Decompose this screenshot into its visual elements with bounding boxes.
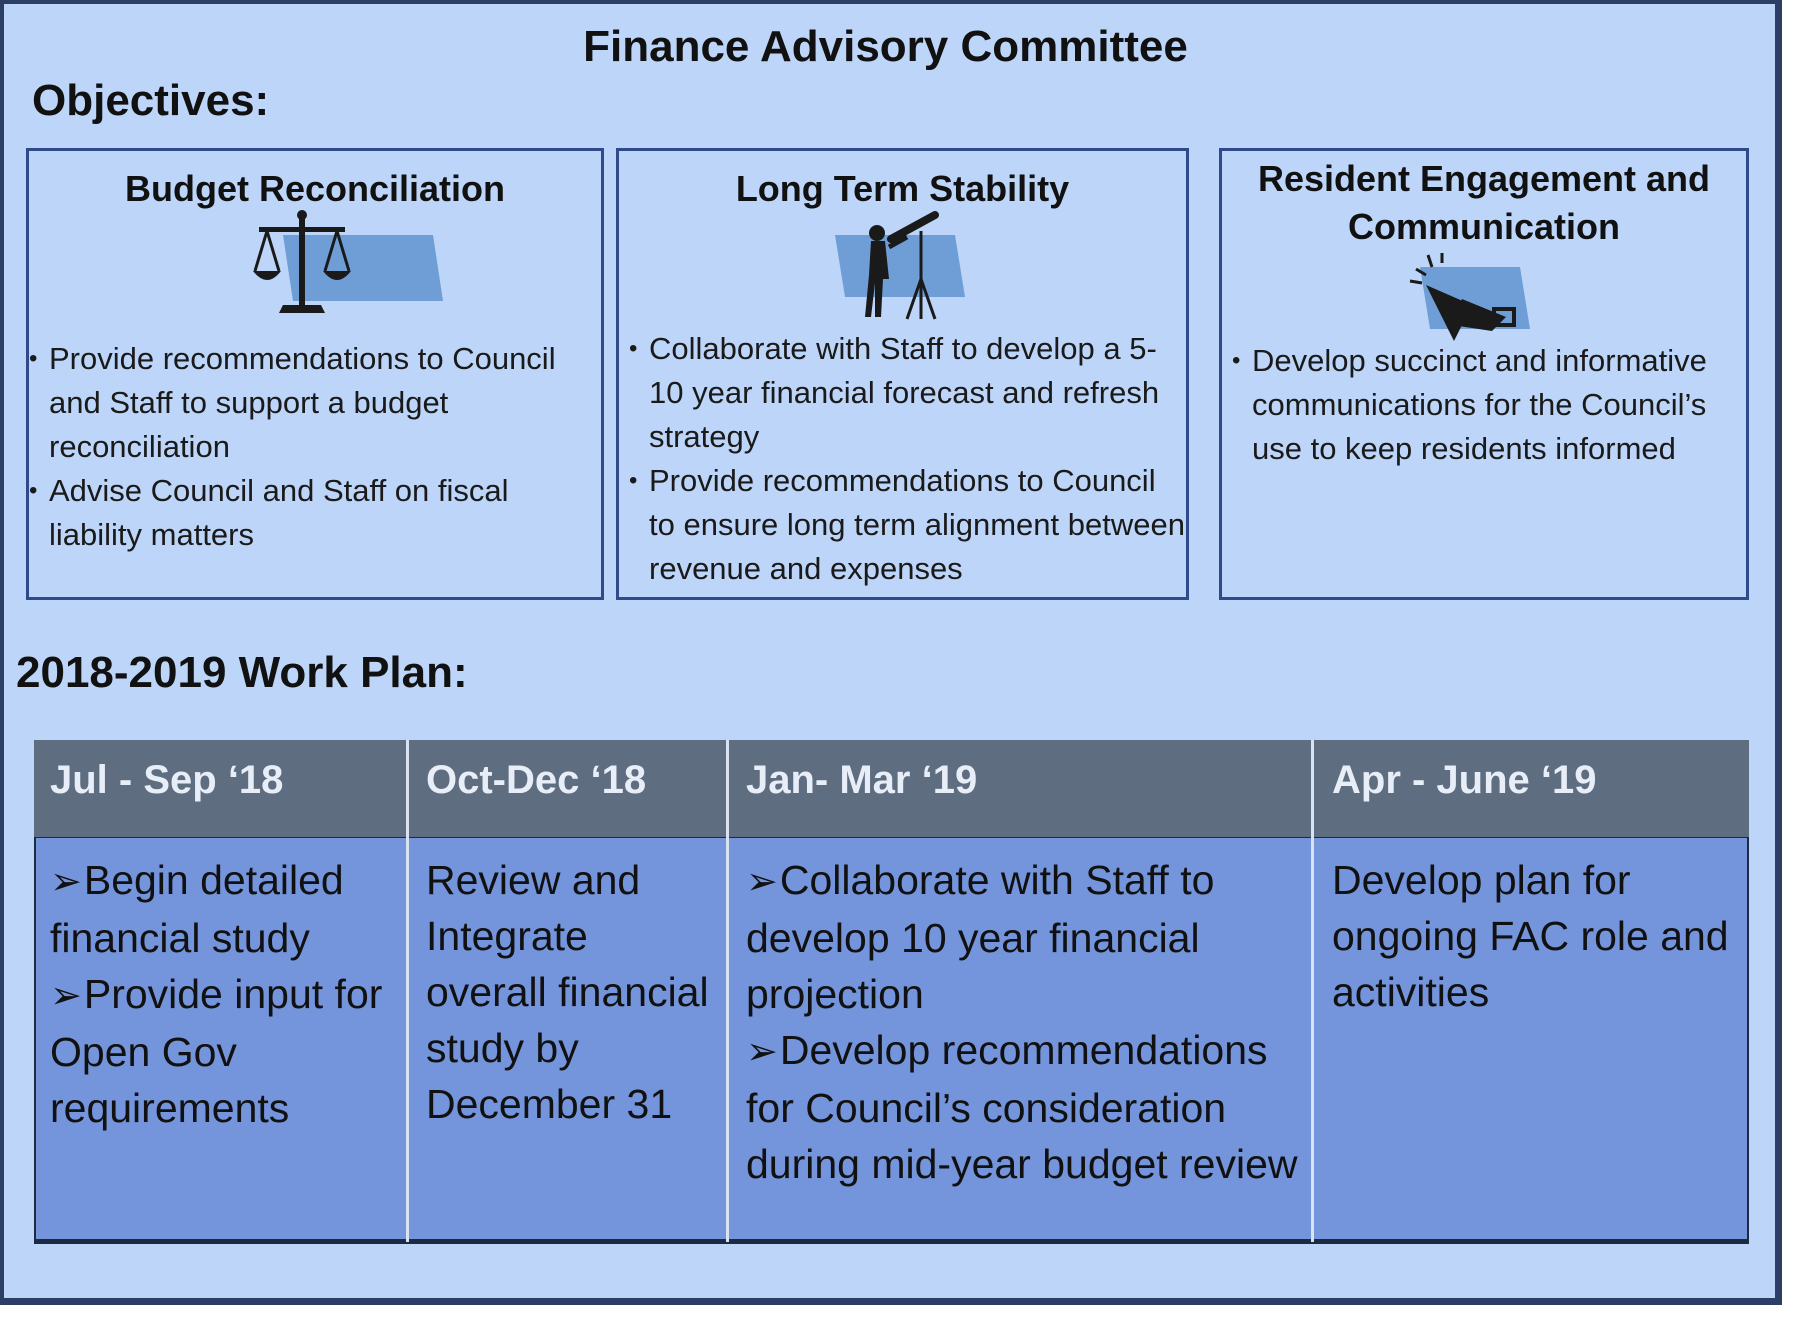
megaphone-icon <box>1402 251 1542 352</box>
bullet-item: • Provide recommendations to Council to ensure long term alignment between revenue and expenses <box>649 459 1189 591</box>
page-title: Finance Advisory Committee <box>583 22 1188 71</box>
cell-item: ➢Collaborate with Staff to develop 10 year financial projection <box>746 857 1215 1017</box>
cell-item: Develop plan for ongoing FAC role and activities <box>1332 857 1729 1015</box>
objective-title: Budget Reconciliation <box>124 168 506 209</box>
objective-title: Long Term Stability <box>735 168 1070 209</box>
table-divider <box>34 1241 1749 1244</box>
table-cell <box>50 852 400 1136</box>
arrow-bullet-icon: ➢ <box>50 975 82 1017</box>
workplan-heading: 2018-2019 Work Plan: <box>16 648 468 697</box>
objective-bullets <box>49 337 589 557</box>
cell-item: ➢Develop recommendations for Council’s consideration during mid-year budget review <box>746 1027 1298 1187</box>
objectives-heading: Objectives: <box>32 76 270 125</box>
cell-item: ➢Begin detailed financial study <box>50 857 344 961</box>
telescope-icon <box>831 209 991 330</box>
column-divider <box>406 740 409 1242</box>
objective-bullets <box>649 327 1189 591</box>
bullet-item: • Advise Council and Staff on fiscal liability matters <box>49 469 589 557</box>
objective-card-resident-engagement <box>1219 148 1749 600</box>
objective-card-long-term-stability <box>616 148 1189 600</box>
cell-item: Review and Integrate overall financial study by December 31 <box>426 857 709 1127</box>
column-divider <box>726 740 729 1242</box>
column-header: Jan- Mar ‘19 <box>746 758 978 802</box>
arrow-bullet-icon: ➢ <box>746 861 778 903</box>
column-header: Oct-Dec ‘18 <box>426 758 647 802</box>
cell-item: ➢Provide input for Open Gov requirements <box>50 971 383 1131</box>
bullet-item: • Collaborate with Staff to develop a 5-10 year financial forecast and refresh strategy <box>649 327 1189 459</box>
objective-card-budget-reconciliation <box>26 148 604 600</box>
objective-bullets <box>1252 339 1742 471</box>
objective-title: Resident Engagement and Communication <box>1257 158 1711 247</box>
table-cell <box>426 852 716 1132</box>
table-cell <box>1332 852 1732 1020</box>
arrow-bullet-icon: ➢ <box>746 1031 778 1073</box>
scales-icon <box>253 209 453 326</box>
workplan-table <box>34 740 1749 1244</box>
column-header: Jul - Sep ‘18 <box>50 758 284 802</box>
bullet-item: • Provide recommendations to Council and Staff to support a budget reconciliation <box>49 337 589 469</box>
column-divider <box>1311 740 1314 1242</box>
arrow-bullet-icon: ➢ <box>50 861 82 903</box>
table-cell <box>746 852 1306 1192</box>
bullet-item: • Develop succinct and informative communications for the Council’s use to keep residents informed <box>1252 339 1742 471</box>
column-header: Apr - June ‘19 <box>1332 758 1597 802</box>
